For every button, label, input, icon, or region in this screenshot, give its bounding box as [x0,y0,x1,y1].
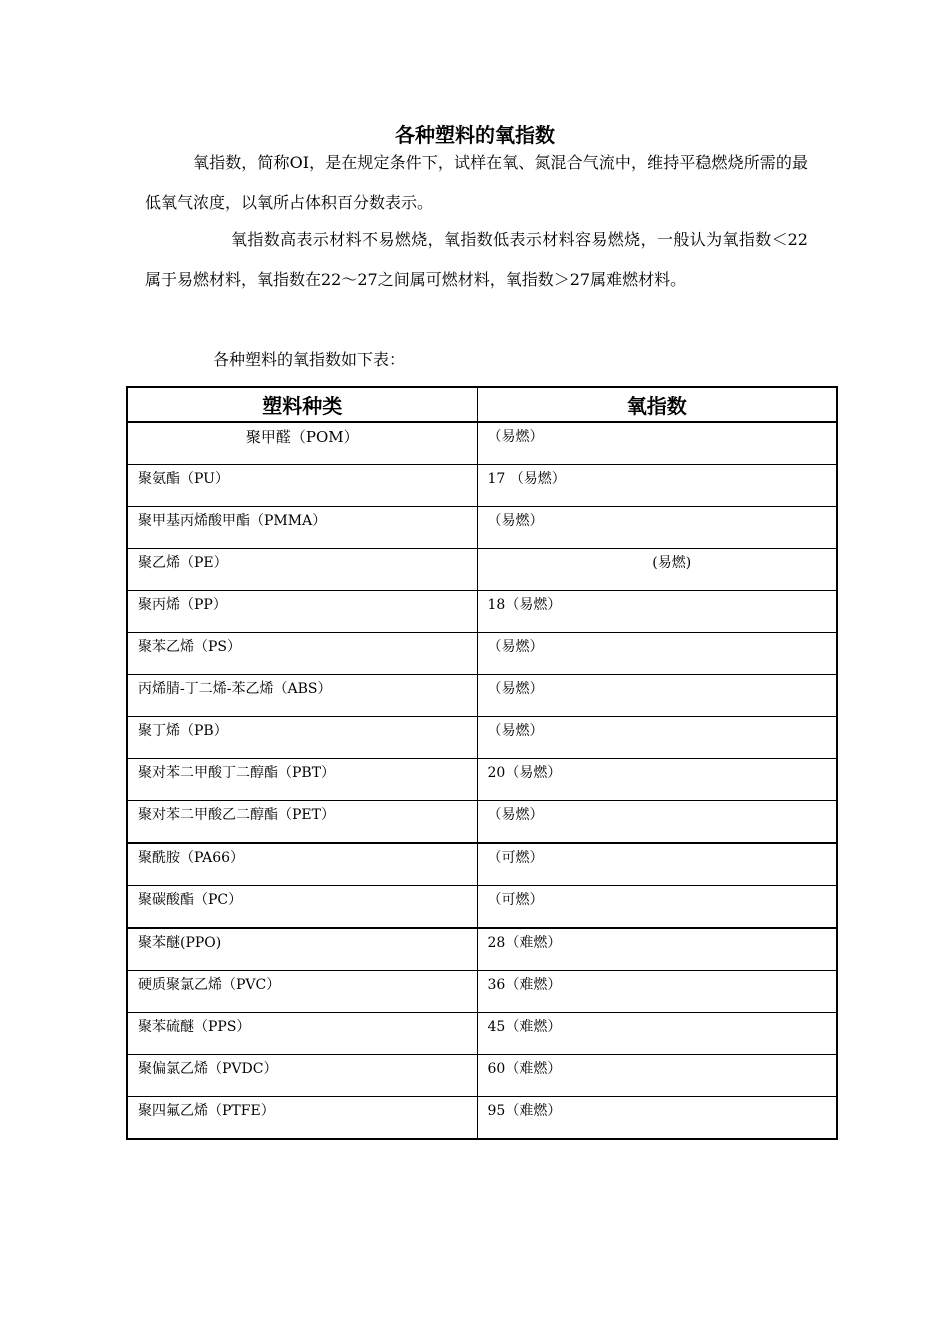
oxygen-index-value: （易燃） [477,801,837,844]
oxygen-index-value: （易燃） [477,675,837,717]
table-row [127,928,837,971]
oxygen-index-table [126,386,838,1140]
table-row [127,675,837,717]
plastic-name: 聚偏氯乙烯（PVDC） [127,1055,477,1097]
plastic-name: 聚碳酸酯（PC） [127,886,477,929]
plastic-name: 丙烯腈-丁二烯-苯乙烯（ABS） [127,675,477,717]
table-row [127,843,837,886]
plastic-name: 聚丙烯（PP） [127,591,477,633]
plastic-name: 聚苯乙烯（PS） [127,633,477,675]
paragraph-definition: 氧指数，简称OI，是在规定条件下，试样在氧、氮混合气流中，维持平稳燃烧所需的最低氧气浓度，以氧所占体积百分数表示。 [145,153,808,212]
table-row [127,971,837,1013]
paragraph-classification: 氧指数高表示材料不易燃烧，氧指数低表示材料容易燃烧，一般认为氧指数＜22属于易燃材料，氧指数在22～27之间属可燃材料，氧指数＞27属难燃材料。 [145,230,808,289]
oxygen-index-value: （可燃） [477,886,837,929]
paragraph-table-intro: 各种塑料的氧指数如下表： [213,350,406,369]
table-row [127,801,837,844]
table-row [127,1097,837,1140]
plastic-name: 聚丁烯（PB） [127,717,477,759]
table-row [127,633,837,675]
table-row [127,422,837,465]
oxygen-index-value: （易燃） [477,633,837,675]
header-oxygen-index: 氧指数 [477,387,837,422]
oxygen-index-value: 45（难燃） [477,1013,837,1055]
table-row [127,717,837,759]
page-title: 各种塑料的氧指数 [395,123,555,147]
plastic-name: 聚甲醛（POM） [127,422,477,465]
table-row [127,1055,837,1097]
oxygen-index-value: （易燃） [477,422,837,465]
table-row [127,886,837,929]
oxygen-index-value: 95（难燃） [477,1097,837,1140]
table-header-row [127,387,837,422]
oxygen-index-value: (易燃) [477,549,837,591]
table-row [127,1013,837,1055]
oxygen-index-value: 20（易燃） [477,759,837,801]
plastic-name: 聚甲基丙烯酸甲酯（PMMA） [127,507,477,549]
table-row [127,591,837,633]
oxygen-index-value: （易燃） [477,717,837,759]
plastic-name: 聚酰胺（PA66） [127,843,477,886]
table-row [127,549,837,591]
table-row [127,507,837,549]
oxygen-index-value: 28（难燃） [477,928,837,971]
table-row [127,759,837,801]
plastic-name: 聚苯醚(PPO) [127,928,477,971]
plastic-name: 聚乙烯（PE） [127,549,477,591]
header-plastic-type: 塑料种类 [127,387,477,422]
oxygen-index-value: （易燃） [477,507,837,549]
plastic-name: 硬质聚氯乙烯（PVC） [127,971,477,1013]
plastic-name: 聚对苯二甲酸乙二醇酯（PET） [127,801,477,844]
plastic-name: 聚氨酯（PU） [127,465,477,507]
oxygen-index-value: （可燃） [477,843,837,886]
plastic-name: 聚苯硫醚（PPS） [127,1013,477,1055]
oxygen-index-value: 18（易燃） [477,591,837,633]
oxygen-index-value: 36（难燃） [477,971,837,1013]
oxygen-index-value: 60（难燃） [477,1055,837,1097]
oxygen-index-value: 17 （易燃） [477,465,837,507]
plastic-name: 聚四氟乙烯（PTFE） [127,1097,477,1140]
table-row [127,465,837,507]
plastic-name: 聚对苯二甲酸丁二醇酯（PBT） [127,759,477,801]
